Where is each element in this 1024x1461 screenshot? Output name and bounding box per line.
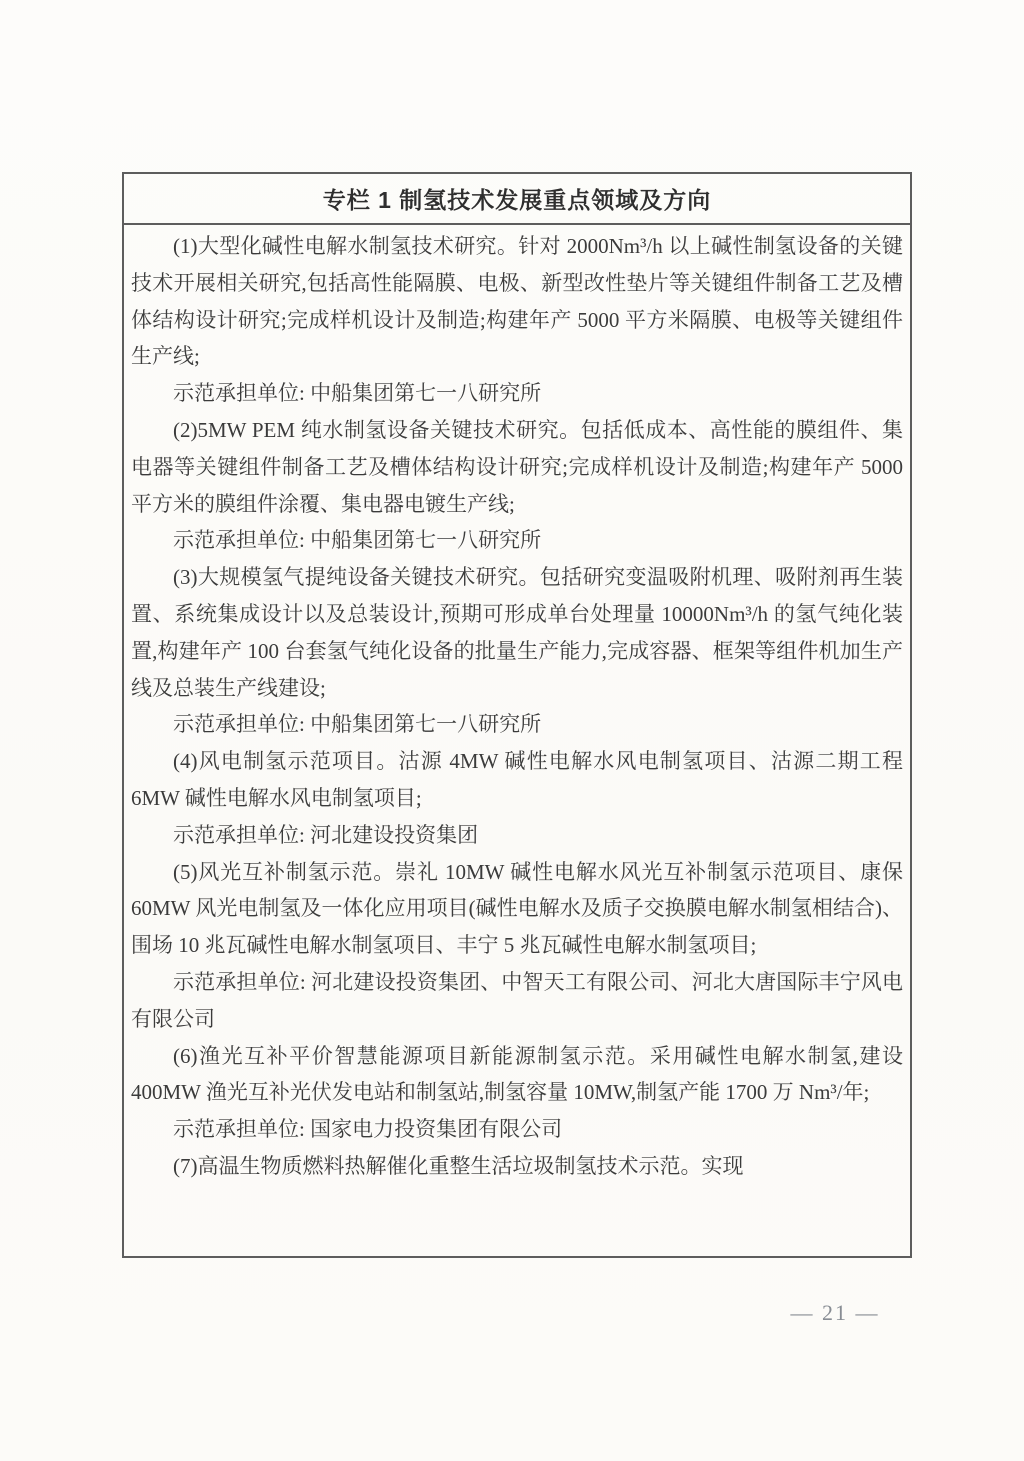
item-4-unit: 示范承担单位: 河北建设投资集团 xyxy=(173,822,479,847)
item-1-text: (1)大型化碱性电解水制氢技术研究。针对 2000Nm³/h 以上碱性制氢设备的关键技术开展相关研究,包括高性能隔膜、电极、新型改性垫片等关键组件制备工艺及槽体结构设计研究;完成样机设计及制造;构建年产 5000 平方米隔膜、电极等关键组件生产线; xyxy=(131,234,903,369)
item-2-text: (2)5MW PEM 纯水制氢设备关键技术研究。包括低成本、高性能的膜组件、集电器等关键组件制备工艺及槽体结构设计研究;完成样机设计及制造;构建年产 5000 平方米的膜组件涂覆、集电器电镀生产线; xyxy=(131,417,903,516)
page-number: — 21 — xyxy=(790,1300,880,1325)
panel-body xyxy=(124,225,910,1185)
item-3-unit: 示范承担单位: 中船集团第七一八研究所 xyxy=(173,712,542,737)
item-4-text: (4)风电制氢示范项目。沽源 4MW 碱性电解水风电制氢项目、沽源二期工程 6MW 碱性电解水风电制氢项目; xyxy=(131,749,903,810)
item-6-text: (6)渔光互补平价智慧能源项目新能源制氢示范。采用碱性电解水制氢,建设 400MW 渔光互补光伏发电站和制氢站,制氢容量 10MW,制氢产能 1700 万 Nm³/年; xyxy=(131,1043,903,1105)
column-box xyxy=(122,172,912,1258)
item-7-text: (7)高温生物质燃料热解催化重整生活垃圾制氢技术示范。实现 xyxy=(173,1153,744,1178)
item-3-text: (3)大规模氢气提纯设备关键技术研究。包括研究变温吸附机理、吸附剂再生装置、系统集成设计以及总装设计,预期可形成单台处理量 10000Nm³/h 的氢气纯化装置,构建年产 100 台套氢气纯化设备的批量生产能力,完成容器、框架等组件机加生产线及总装生产线建设; xyxy=(131,565,903,700)
panel-title: 专栏 1 制氢技术发展重点领域及方向 xyxy=(124,174,910,225)
item-1-unit: 示范承担单位: 中船集团第七一八研究所 xyxy=(173,381,542,406)
item-5-text: (5)风光互补制氢示范。崇礼 10MW 碱性电解水风光互补制氢示范项目、康保 60MW 风光电制氢及一体化应用项目(碱性电解水及质子交换膜电解水制氢相结合)、围场 10 兆瓦碱性电解水制氢项目、丰宁 5 兆瓦碱性电解水制氢项目; xyxy=(131,859,903,958)
item-6-unit: 示范承担单位: 国家电力投资集团有限公司 xyxy=(173,1117,563,1142)
item-5-unit: 示范承担单位: 河北建设投资集团、中智天工有限公司、河北大唐国际丰宁风电有限公司 xyxy=(131,969,903,1031)
item-2-unit: 示范承担单位: 中船集团第七一八研究所 xyxy=(173,528,542,553)
